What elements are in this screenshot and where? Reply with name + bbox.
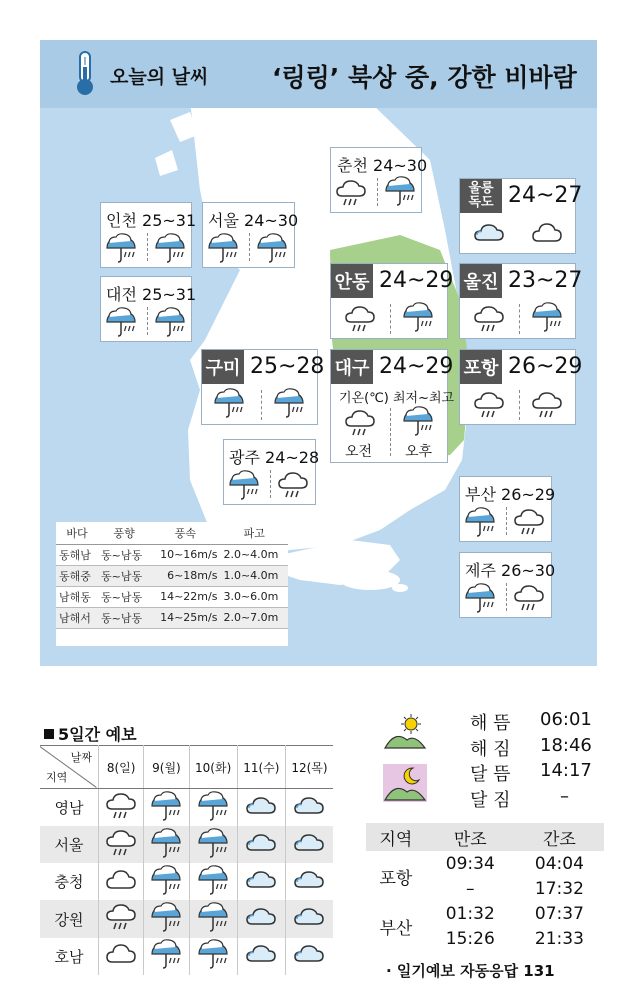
rain-cloud-icon [343,304,377,332]
sea-cell: 1.0~4.0m [220,565,288,586]
tide-low: 07:37 [534,903,584,924]
city-label: 부산 26~29 [465,485,556,504]
city-temp: 25~28 [250,354,325,379]
rain-cloud-icon [530,390,564,418]
sea-cell: 동해남 [56,544,98,565]
city-card-seoul [202,202,299,268]
thermometer-icon [73,49,97,97]
rain-cloud-icon [472,304,506,332]
table-row [56,565,288,586]
city-temp: 24~29 [379,268,454,293]
rain-cloud-icon [104,791,138,821]
tide-table [366,823,604,951]
table-row [40,938,333,975]
rain-cloud-icon [512,583,546,613]
heavy-rain-icon [196,791,230,821]
forecast-header-row [40,746,333,789]
rain-cloud-icon [104,902,138,932]
tide-low: 04:04 [534,853,584,874]
partly-cloudy-icon [292,903,326,931]
partly-cloudy-icon [244,940,278,968]
moonset-time: – [560,786,569,807]
heavy-rain-icon [530,302,564,332]
city-card-ulleung [459,178,583,254]
heavy-rain-icon [149,939,183,969]
city-label: 울릉 독도 [460,179,502,213]
cloud-icon [104,940,138,968]
table-row [40,900,333,937]
table-row [366,901,604,926]
forecast-title: 5일간 예보 [44,722,137,745]
city-label: 구미 [202,350,244,384]
sunset-label: 해 짐 [470,739,511,760]
auto-response-phone: · 일기예보 자동응답 131 [386,962,555,980]
heavy-rain-icon [149,791,183,821]
heavy-rain-icon [196,902,230,932]
heavy-rain-icon [149,828,183,858]
forecast-corner: 날짜 지역 [40,746,99,789]
city-card-daejeon [100,276,197,342]
heavy-rain-icon [104,233,138,263]
sea-cell: 남해동 [56,586,98,607]
heavy-rain-icon [153,307,187,337]
legend-am: 오전 [345,444,373,460]
sea-header-row [56,522,288,544]
rain-cloud-icon [276,470,310,500]
partly-cloudy-icon [244,829,278,857]
city-label: 광주 24~28 [229,448,320,467]
city-temp: 24~29 [379,354,454,379]
city-label: 포항 [460,350,502,384]
sea-cell: 동~남동 [98,586,150,607]
sea-header: 파고 [220,522,288,544]
heavy-rain-icon [149,902,183,932]
tide-region: 부산 [379,918,413,939]
sea-cell: 2.0~4.0m [220,544,288,565]
page-title: 오늘의 날씨 [110,66,209,88]
partly-cloudy-icon [244,903,278,931]
tide-region: 포항 [379,868,413,889]
city-label: 서울 24~30 [208,211,299,230]
rain-cloud-icon [512,507,546,537]
city-card-gumi [201,349,325,425]
forecast-day: 9(월) [144,746,189,789]
heavy-rain-icon [463,583,497,613]
partly-cloudy-icon [244,792,278,820]
heavy-rain-icon [206,233,240,263]
cloud-icon [104,866,138,894]
partly-cloudy-icon [292,829,326,857]
rain-cloud-icon [334,178,368,208]
forecast-day: 10(화) [189,746,237,789]
forecast-region: 호남 [40,938,99,975]
tide-high: 01:32 [445,903,495,924]
forecast-region: 충청 [40,863,99,900]
forecast-region: 강원 [40,900,99,937]
heavy-rain-icon [153,233,187,263]
sea-cell: 6~18m/s [150,565,220,586]
map-header [40,40,597,108]
heavy-rain-icon [272,388,306,418]
city-card-andong [330,263,454,339]
city-temp: 26~29 [508,354,583,379]
sunrise-icon [383,712,427,750]
sea-cell: 2.0~7.0m [220,607,288,628]
city-card-incheon [100,202,197,268]
sunset-time: 18:46 [540,735,592,756]
sea-header: 풍향 [98,522,150,544]
city-temp: 24~27 [508,183,583,208]
sunrise-time: 06:01 [540,709,592,730]
partly-cloudy-icon [472,219,506,247]
sea-cell: 남해서 [56,607,98,628]
forecast-table [40,745,333,975]
partly-cloudy-icon [292,866,326,894]
partly-cloudy-icon [244,866,278,894]
partly-cloudy-icon [292,792,326,820]
heavy-rain-icon [227,470,261,500]
sea-conditions-table [56,522,288,646]
city-card-chuncheon [330,147,428,213]
city-label: 울진 [460,264,502,298]
legend-pm: 오후 [405,444,433,460]
sea-cell: 10~16m/s [150,544,220,565]
city-label: 대구 [331,350,373,384]
heavy-rain-icon [149,865,183,895]
heavy-rain-icon [255,233,289,263]
city-label: 대전 25~31 [106,285,197,304]
tide-header: 간조 [515,823,604,851]
city-label: 인천 25~31 [106,211,197,230]
table-row [40,863,333,900]
tide-header: 만조 [426,823,515,851]
heavy-rain-icon [196,939,230,969]
rain-cloud-icon [343,408,377,438]
heavy-rain-icon [104,307,138,337]
tide-header: 지역 [366,823,426,851]
table-row [40,789,333,826]
heavy-rain-icon [212,388,246,418]
sea-cell: 14~22m/s [150,586,220,607]
tide-high: 15:26 [445,928,495,949]
sea-cell: 동~남동 [98,607,150,628]
city-temp: 23~27 [508,268,583,293]
sea-cell: 동해중 [56,565,98,586]
city-label: 춘천 24~30 [337,156,428,175]
city-card-gwangju [223,439,320,505]
sea-header: 바다 [56,522,98,544]
city-label: 제주 26~30 [465,561,556,580]
city-label: 안동 [331,264,373,298]
partly-cloudy-icon [292,940,326,968]
forecast-day: 8(일) [99,746,144,789]
tide-low: 21:33 [534,928,584,949]
city-card-uljin [459,263,583,339]
rain-cloud-icon [104,828,138,858]
city-card-busan [459,476,556,542]
moonset-label: 달 짐 [470,790,511,811]
forecast-region: 영남 [40,789,99,826]
table-row [56,544,288,565]
forecast-day: 12(목) [285,746,333,789]
tide-low: 17:32 [534,878,584,899]
city-card-pohang [459,349,583,425]
sea-cell: 동~남동 [98,544,150,565]
forecast-region: 서울 [40,826,99,863]
table-row [56,607,288,628]
heavy-rain-icon [196,828,230,858]
cloud-icon [530,219,564,247]
forecast-day: 11(수) [237,746,285,789]
table-row [40,826,333,863]
sunrise-label: 해 뜸 [470,713,511,734]
moonrise-label: 달 뜸 [470,764,511,785]
heavy-rain-icon [196,865,230,895]
moonrise-time: 14:17 [540,760,592,781]
tide-high: – [466,878,475,899]
heavy-rain-icon [401,302,435,332]
rain-cloud-icon [472,390,506,418]
headline: ‘링링’ 북상 중, 강한 비바람 [272,63,577,92]
city-card-daegu [330,349,455,463]
sea-cell: 3.0~6.0m [220,586,288,607]
sea-cell: 14~25m/s [150,607,220,628]
sea-cell: 동~남동 [98,565,150,586]
legend-label: 기온(℃) 최저~최고 [339,391,455,406]
table-row [56,586,288,607]
tide-header-row [366,823,604,851]
sea-header: 풍속 [150,522,220,544]
city-card-jeju [459,552,556,618]
heavy-rain-icon [383,176,417,206]
table-row [366,851,604,876]
heavy-rain-icon [463,507,497,537]
tide-high: 09:34 [445,853,495,874]
moonrise-icon [383,764,427,802]
heavy-rain-icon [401,406,435,436]
